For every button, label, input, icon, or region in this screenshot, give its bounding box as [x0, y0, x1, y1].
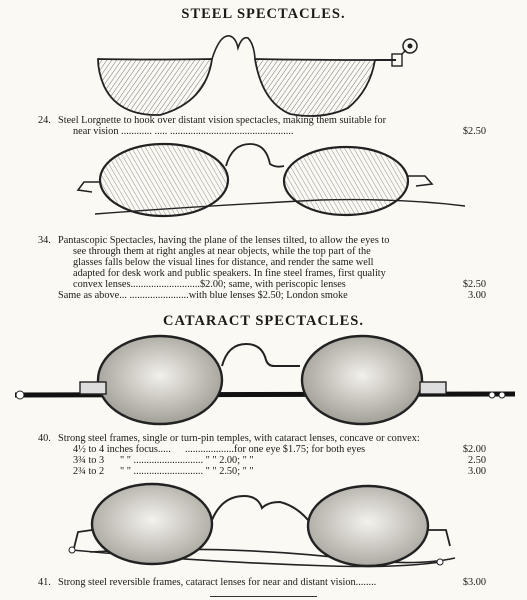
- item-description: Strong steel reversible frames, cataract lenses for near and distant vision........: [58, 577, 377, 588]
- item-number: 34.: [38, 235, 51, 246]
- reversible-spectacles-illustration: [0, 480, 527, 576]
- item-description: glasses falls below the visual lines for distance, and render the same well: [73, 257, 374, 268]
- item-range: 2¾ to 2: [73, 466, 105, 477]
- item-description: Pantascopic Spectacles, having the plane of the lenses tilted, to allow the eyes to: [58, 235, 390, 246]
- bottom-rule: [210, 596, 317, 597]
- item-description: convex lenses...........................$2.00; same, with periscopic lenses: [73, 279, 346, 290]
- item-description: near vision ............ ..... ................................................: [73, 126, 294, 137]
- item-price: $2.50: [462, 126, 486, 137]
- item-row-text: ...................for one eye $1.75; for both eyes: [185, 444, 366, 455]
- item-description: Steel Lorgnette to hook over distant vision spectacles, making them suitable for: [58, 115, 387, 126]
- item-price: 3.00: [467, 290, 486, 301]
- item-price: 3.00: [467, 466, 486, 477]
- item-price: $2.00: [462, 444, 486, 455]
- item-number: 41.: [38, 577, 51, 588]
- item-range: 3¾ to 3: [73, 455, 105, 466]
- heading-cataract-spectacles: CATARACT SPECTACLES.: [162, 313, 365, 329]
- item-row-text: " " ........................... " " 2.50; " ": [120, 466, 254, 477]
- cataract-spectacles-illustration: [0, 330, 527, 430]
- item-price: $3.00: [462, 577, 486, 588]
- lorgnette-illustration: [0, 24, 527, 124]
- item-price: $2.50: [462, 279, 486, 290]
- item-description: adapted for desk work and public speakers. In fine steel frames, first quality: [73, 268, 386, 279]
- item-price: 2.50: [467, 455, 486, 466]
- item-description: see through them at right angles at near objects, while the top part of the: [73, 246, 371, 257]
- item-number: 40.: [38, 433, 51, 444]
- heading-steel-spectacles: STEEL SPECTACLES.: [181, 6, 346, 22]
- item-range: 4½ to 4 inches focus.....: [73, 444, 171, 455]
- item-row-text: " " ........................... " " 2.00; " ": [120, 455, 254, 466]
- item-number: 24.: [38, 115, 51, 126]
- item-description: Strong steel frames, single or turn-pin temples, with cataract lenses, concave or convex:: [58, 433, 420, 444]
- item-description: Same as above... .......................with blue lenses $2.50; London smoke: [58, 290, 348, 301]
- pantascopic-spectacles-illustration: [0, 136, 527, 236]
